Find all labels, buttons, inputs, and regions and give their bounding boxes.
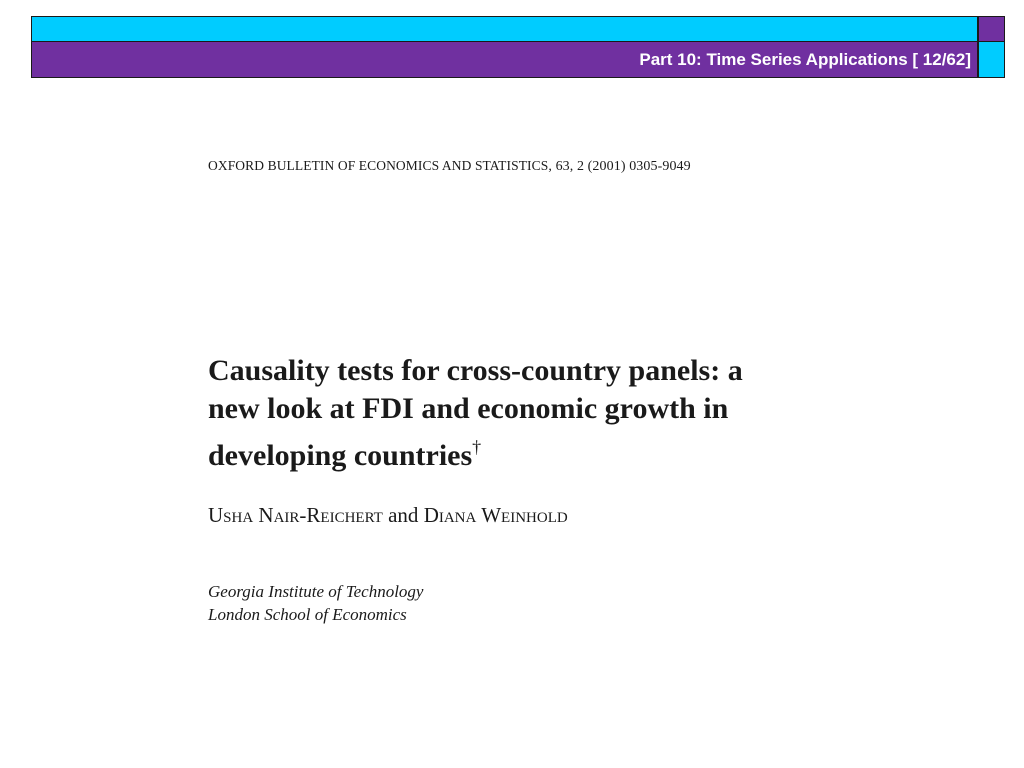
header-corner-accent-bottom xyxy=(978,42,1005,78)
header-corner-accent-top xyxy=(978,16,1005,42)
journal-name: OXFORD BULLETIN OF ECONOMICS AND STATISTICS xyxy=(208,158,549,173)
author-affiliations xyxy=(208,580,423,626)
header-bar-top xyxy=(31,16,978,42)
title-footnote-mark: † xyxy=(472,437,482,457)
paper-title-line-3-text: developing countries xyxy=(208,439,473,472)
paper-authors xyxy=(208,503,568,528)
journal-details: , 63, 2 (2001) 0305-9049 xyxy=(548,159,691,174)
paper-title-line-3 xyxy=(208,428,888,475)
paper-title xyxy=(208,352,888,475)
paper-title-line-2: new look at FDI and economic growth in xyxy=(208,392,729,425)
paper-title-line-1: Causality tests for cross-country panels: a xyxy=(208,354,743,387)
slide-title: Part 10: Time Series Applications [ 12/62] xyxy=(639,50,971,69)
affiliation-1: Georgia Institute of Technology xyxy=(208,582,424,601)
header-bar-bottom xyxy=(31,42,978,78)
author-conjunction: and xyxy=(388,503,419,527)
journal-citation xyxy=(208,158,691,175)
author-2: Diana Weinhold xyxy=(423,503,568,527)
author-1: Usha Nair-Reichert xyxy=(208,503,383,527)
affiliation-2: London School of Economics xyxy=(208,605,407,624)
